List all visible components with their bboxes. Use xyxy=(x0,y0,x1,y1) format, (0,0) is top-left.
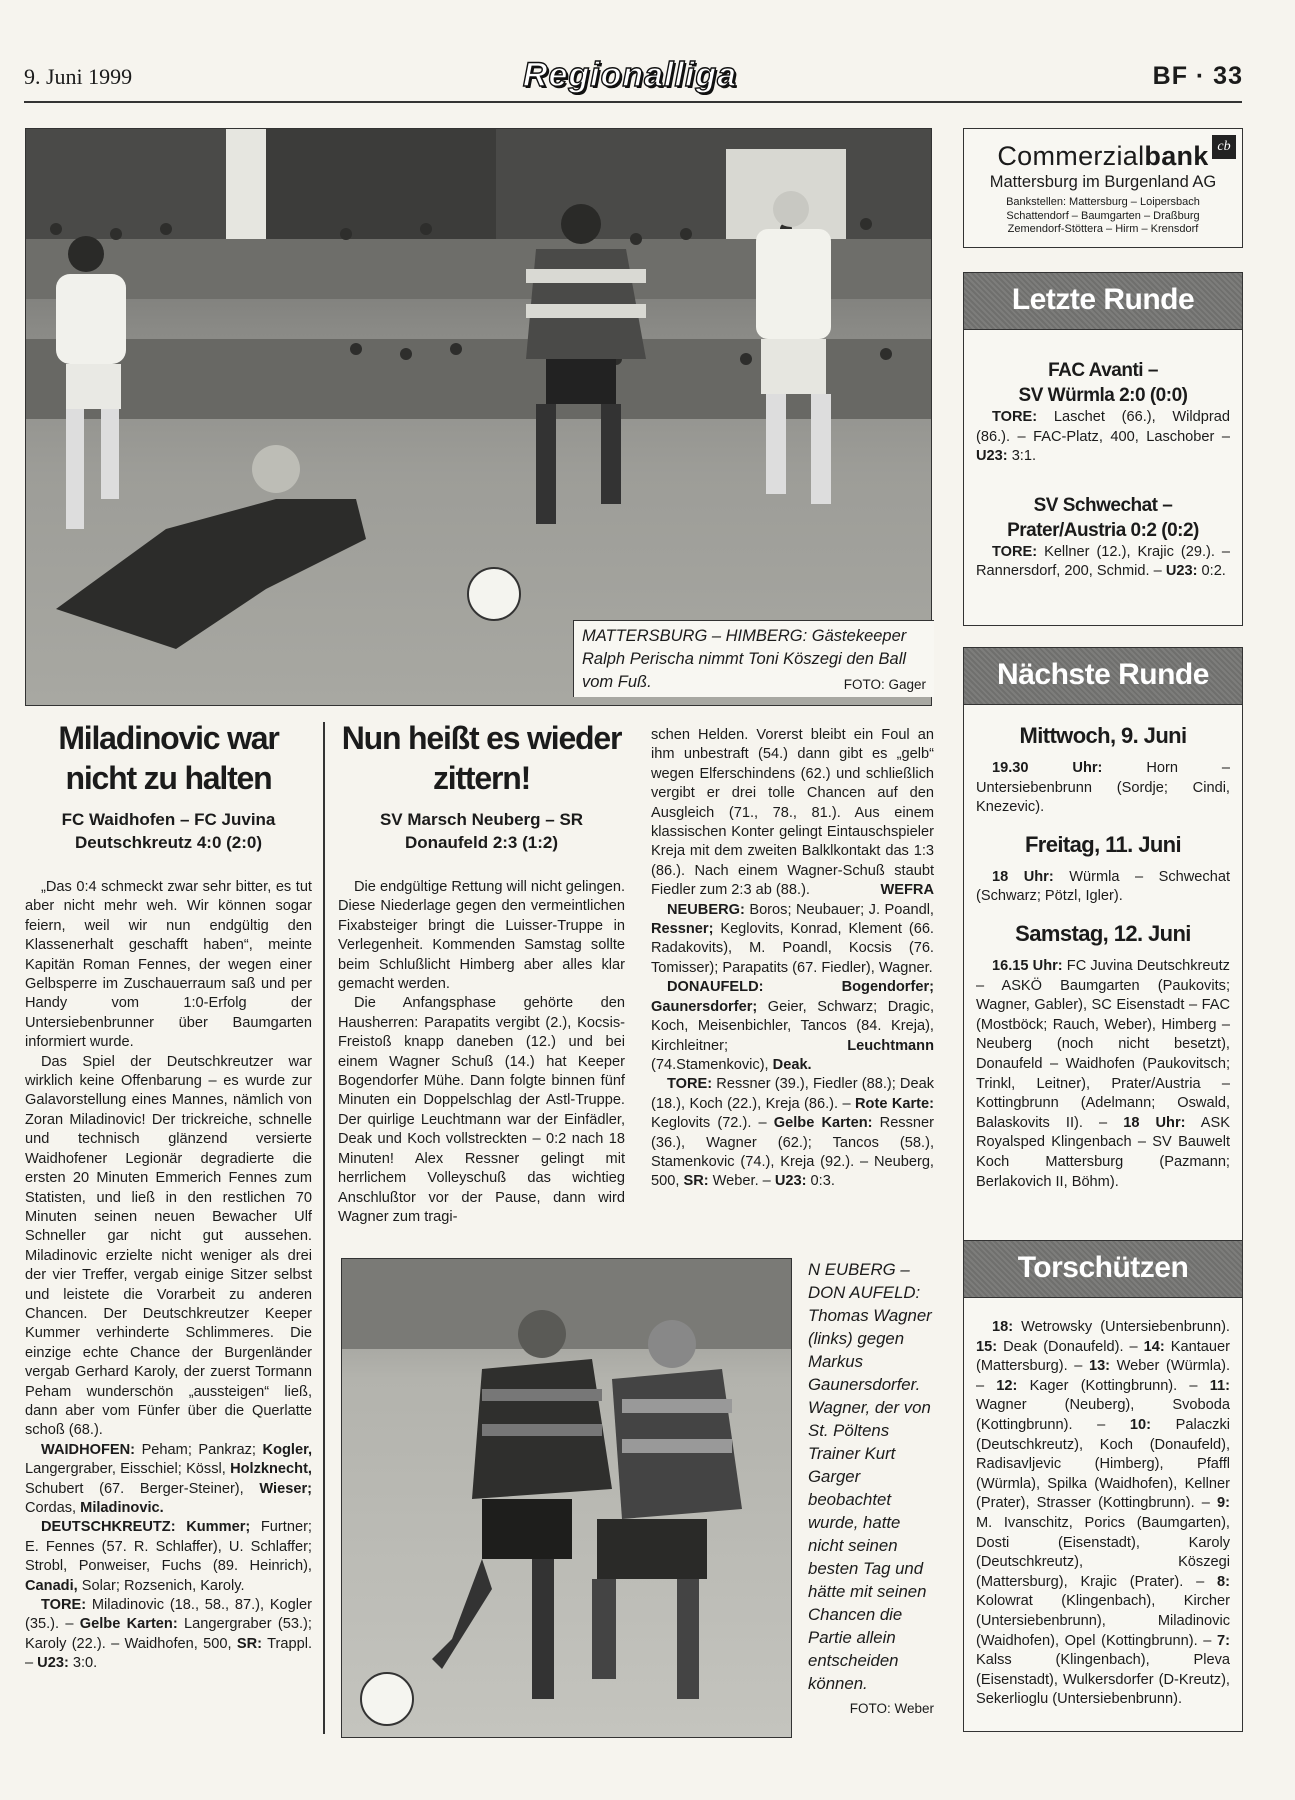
photo-caption xyxy=(808,1258,934,1720)
bold-text-run: 16.15 Uhr: xyxy=(992,957,1063,974)
match-score: Prater/Austria 0:2 (0:2) xyxy=(1007,519,1199,541)
text-run: Die endgültige Rettung will nicht gelingen. Diese Niederlage gegen den vermeintlichen Fixabsteiger bringt die Luisser-Truppe in Verlegenheit. Kommenden Samstag sollte beim Schlußlicht Himberg aber alles klar gemacht werden. xyxy=(338,879,625,993)
text-run: Solar; Rozsenich, Karoly. xyxy=(77,1577,245,1594)
caption-text: N EUBERG – DON AUFELD: Thomas Wagner (links) gegen Markus Gaunersdorfer. Wagner, der von St. Pöltens Trainer Kurt Garger beobachtet wurde, hatte nicht seinen besten Tag und hätte mit seinen Chancen die Partie allein entscheiden können. xyxy=(808,1260,932,1693)
photo-credit: FOTO: Gager xyxy=(843,677,926,692)
text-run: Palaczki (Deutschkreutz), Koch (Donaufeld), Radisavljevic (Himberg), Pfaffl (Würmla), Spilka (Waidhofen), Kellner (Prater), Strasser (Kottingbrunn). – xyxy=(976,1416,1230,1512)
bold-text-run: 15: xyxy=(976,1338,998,1355)
bold-text-run: 14: xyxy=(1143,1338,1165,1355)
match-teams: FAC Avanti – xyxy=(1048,360,1158,381)
text-run: Wetrowsky (Untersiebenbrunn). xyxy=(1013,1319,1230,1335)
fixture-details xyxy=(976,957,1230,1192)
match-photo-neuberg-donaufeld xyxy=(341,1258,792,1738)
fixture-day: Samstag, 12. Juni xyxy=(1015,920,1191,946)
text-run: Langergraber, Eisschiel; Kössl, xyxy=(25,1461,231,1478)
bank-name-bold: bank xyxy=(1144,141,1209,171)
text-run: 0:2. xyxy=(1197,563,1226,580)
bank-logo: cb xyxy=(1212,135,1236,159)
bold-text-run: U23: xyxy=(774,1173,807,1190)
paragraph xyxy=(338,878,625,994)
box-title: Nächste Runde xyxy=(964,648,1242,705)
bold-text-run: Kogler, xyxy=(262,1441,312,1458)
match-details xyxy=(976,543,1230,582)
bold-text-run: 8: xyxy=(1217,1573,1230,1590)
article-neuberg-donaufeld xyxy=(338,718,625,1227)
lineup-donaufeld xyxy=(651,978,934,1075)
page-number: BF · 33 xyxy=(1152,62,1243,90)
text-run: 3:0. xyxy=(68,1655,98,1672)
fixture-day: Freitag, 11. Juni xyxy=(1024,831,1182,857)
branch-line: Bankstellen: Mattersburg – Loipersbach xyxy=(1006,196,1200,208)
bold-text-run: TORE: xyxy=(41,1597,87,1614)
match-score: SV Würmla 2:0 (0:0) xyxy=(1018,385,1188,406)
text-run: Ressner (39.), Fiedler (88.); Deak (18.), Koch (22.), Kreja (86.). – xyxy=(651,1076,934,1112)
article-headline: Miladinovic war nicht zu halten xyxy=(58,720,279,796)
lineup-waidhofen xyxy=(25,1441,312,1519)
article-waidhofen-deutschkreutz xyxy=(25,718,312,1674)
branch-line: Schattendorf – Baumgarten – Draßburg xyxy=(1006,209,1200,222)
text-run: Weber. – xyxy=(708,1173,775,1190)
photo-credit: FOTO: Weber xyxy=(849,1701,934,1716)
bold-text-run: Canadi, xyxy=(25,1577,78,1594)
text-run: Laschet (66.), Wildprad (86.). – FAC-Platz, 400, Laschober – xyxy=(976,409,1230,445)
text-run: Horn – Untersiebenbrunn (Sordje; Cindi, Knezevic). xyxy=(976,760,1230,816)
bold-text-run: TORE: xyxy=(992,409,1038,425)
text-run: schen Helden. Vorerst bleibt ein Foul an ihm unbestraft (54.) dann gibt es „gelb“ wegen Elferschindens (62.) und schließlich vergibt er drei tolle Chancen auf den Ausgleich (71., 78., 81.). Aus einem klassischen Konter gelingt Eintauschspieler Kreja mit dem zweiten Balklkontakt das 1:3 (86.). Nach einem Wagner-Schuß staubt Fiedler zum 2:3 ab (88.). xyxy=(651,727,934,899)
lineup-deutschkreutz xyxy=(25,1518,312,1596)
text-run: Wagner (Neuberg), Svoboda (Kottingbrunn). – xyxy=(976,1397,1230,1433)
text-run: 0:3. xyxy=(806,1173,835,1190)
text-run: Kantauer (Mattersburg). – xyxy=(976,1338,1230,1375)
paragraph xyxy=(338,994,625,1227)
text-run: Kager (Kottingbrunn). – xyxy=(1017,1377,1210,1394)
text-run: Ressner (36.), Wagner (62.); Tancos (58.), Stamenkovic (74.), Kreja (92.). – Neuberg, 500, xyxy=(651,1115,934,1190)
bold-text-run: Miladinovic. xyxy=(80,1500,164,1516)
text-run: 3:1. xyxy=(1007,448,1037,465)
result-item xyxy=(964,493,1242,582)
text-run: Keglovits, Konrad, Klement (66. Radakovits), M. Poandl, Kocsis (76. Tomisser); Parapatits (67. Fiedler), Wagner. xyxy=(651,921,934,976)
bold-text-run: Holzknecht, xyxy=(230,1461,312,1478)
text-run: ASK Royalsped Klingenbach – SV Bauwelt Koch Mattersburg (Pazmann; Berlakovich II, Böhm). xyxy=(976,1114,1230,1190)
match-result: SV Marsch Neuberg – SR Donaufeld 2:3 (1:2) xyxy=(379,810,584,852)
bold-text-run: Wieser; xyxy=(259,1480,312,1497)
bold-text-run: DONAUFELD: Bogendorfer; Gaunersdorfer; xyxy=(651,979,934,1015)
bold-text-run: 11: xyxy=(1209,1377,1230,1394)
text-run: Deak (Donaufeld). – xyxy=(997,1338,1144,1355)
text-run: Furtner; E. Fennes (57. R. Schlaffer), U. Schlaffer; Strobl, Ponweiser, Fuchs (89. Heinrich), xyxy=(25,1519,312,1575)
bold-text-run: 9: xyxy=(1217,1495,1230,1512)
text-run: Peham; Pankraz; xyxy=(135,1441,263,1458)
bank-branches xyxy=(964,196,1242,237)
bold-text-run: TORE: xyxy=(992,543,1038,560)
match-teams: SV Schwechat – xyxy=(1033,494,1173,516)
article-continuation xyxy=(651,726,934,1192)
text-run: Schubert (67. Berger-Steiner), xyxy=(25,1480,260,1497)
text-run: Miladinovic (18., 58., 87.), Kogler (35.). – xyxy=(25,1597,312,1633)
bold-text-run: 18 Uhr: xyxy=(1123,1114,1186,1131)
author-byline: WEFRA xyxy=(880,882,934,899)
bold-text-run: DEUTSCHKREUTZ: Kummer; xyxy=(41,1519,251,1536)
bold-text-run: SR: xyxy=(236,1635,263,1652)
text-run: Kalss (Klingenbach), Pleva (Eisenstadt), Wulkersdorfer (D-Kreutz), Sekerlioglu (Untersiebenbrunn). xyxy=(976,1652,1230,1708)
text-run: „Das 0:4 schmeckt zwar sehr bitter, es tut aber nicht mehr weh. Wir können sogar feiern, weil wir nun endgültig den Klassenerhalt geschafft haben“, meinte Kapitän Roman Fennes, der wegen einer Gelbsperre im Zuschauerraum saß und per Handy vom 1:0-Erfolg der Untersiebenbrunner über Baumgarten informiert wurde. xyxy=(25,879,312,1051)
text-run: FC Juvina Deutschkreutz – ASKÖ Baumgarten (Paukovits; Wagner, Gabler), SC Eisenstadt – FAC (Mostböck; Rauch, Weber), Himberg – Neuberg (noch nicht besetzt), Donaufeld – Waidhofen (Paukovitsch; Trinkl, Leitner), Prater/Austria – Kottingbrunn (Adelmann; Oswald, Balaskovits II). – xyxy=(976,957,1230,1131)
bold-text-run: SR: xyxy=(683,1173,709,1190)
section-title: Regionalliga xyxy=(522,56,738,94)
bold-text-run: 7: xyxy=(1217,1632,1230,1649)
lineup-neuberg xyxy=(651,901,934,979)
bold-text-run: Leuchtmann xyxy=(847,1037,934,1054)
bank-name-regular: Commerzial xyxy=(997,141,1145,171)
bold-text-run: TORE: xyxy=(667,1076,713,1093)
text-run: Das Spiel der Deutschkreutzer war wirklich keine Offenbarung – es wurde zur Galavorstellung eines Mannes, nämlich von Zoran Miladinovic! Der trickreiche, schnelle und technisch glänzend versierte Waidhofener Legionär degradierte die ersten 20 Minuten Emmerich Fennes zum Statisten, und ließ in den restlichen 70 Minuten seinen neuen Bewacher Ulf Schneller gar nicht gut aussehen. Miladinovic erzielte nicht weniger als drei der vier Treffer, vergab einige Sitzer selbst und leistete die Vorarbeit zu anderen Chancen. Der Deutschkreutzer Keeper Kummer verhinderte Schlimmeres. Die einzige echte Chance der Burgenländer vergab Gerhard Karoly, der zuerst Tormann Peham wunderschön „aussteigen“ ließ, dann aber vom Fünfer über die Querlatte schoß (68.). xyxy=(25,1053,312,1439)
branch-line: Zemendorf-Stöttera – Hirm – Krensdorf xyxy=(1007,223,1199,235)
bank-subtitle: Mattersburg im Burgenland AG xyxy=(989,173,1217,191)
header-rule xyxy=(24,101,1242,103)
text-run: Würmla – Schwechat (Schwarz; Pötzl, Igler). xyxy=(976,868,1231,905)
match-stats xyxy=(25,1596,312,1674)
fixture-day: Mittwoch, 9. Juni xyxy=(1019,723,1187,748)
article-headline: Nun heißt es wieder zittern! xyxy=(341,720,622,796)
paragraph xyxy=(25,878,312,1053)
bold-text-run: 10: xyxy=(1129,1416,1152,1433)
bold-text-run: Ressner; xyxy=(651,921,714,938)
box-title: Letzte Runde xyxy=(964,273,1242,330)
text-run: Cordas, xyxy=(25,1500,81,1516)
bold-text-run: U23: xyxy=(976,448,1008,465)
paragraph xyxy=(25,1053,312,1441)
text-run: Trappl. – xyxy=(25,1635,312,1672)
next-round-box xyxy=(963,647,1243,1245)
text-run: Geier, Schwarz; Dragic, Koch, Meisenbichler, Tancos (84. Kreja), Kirchleitner; xyxy=(651,998,934,1054)
bold-text-run: 18 Uhr: xyxy=(992,868,1054,885)
text-run: Langergraber (53.); Karoly (22.). – Waidhofen, 500, xyxy=(25,1616,312,1652)
issue-date: 9. Juni 1999 xyxy=(24,64,133,89)
text-run: Boros; Neubauer; J. Poandl, xyxy=(744,901,934,918)
top-scorers-box xyxy=(963,1240,1243,1732)
bold-text-run: Gelbe Karten: xyxy=(773,1115,873,1132)
bold-text-run: Gelbe Karten: xyxy=(79,1616,178,1633)
match-details xyxy=(976,408,1230,467)
text-run: Keglovits (72.). – xyxy=(651,1115,774,1132)
paragraph xyxy=(651,726,934,901)
bold-text-run: NEUBERG: xyxy=(667,901,745,918)
bank-name xyxy=(964,141,1242,172)
result-item xyxy=(964,358,1242,467)
bold-text-run: 18: xyxy=(992,1319,1014,1335)
fixture-details xyxy=(976,759,1230,818)
text-run: M. Ivanschitz, Porics (Baumgarten), Dosti (Eisenstadt), Karoly (Deutschkreutz), Köszegi (Mattersburg), Krajic (Prater). – xyxy=(976,1514,1230,1590)
photo-caption xyxy=(573,620,934,697)
text-run: Weber (Würmla). – xyxy=(976,1358,1230,1394)
article-body xyxy=(25,878,312,1674)
bold-text-run: U23: xyxy=(1165,563,1198,580)
text-run: Kellner (12.), Krajic (29.). – Rannersdorf, 200, Schmid. – xyxy=(976,543,1230,580)
last-round-box xyxy=(963,272,1243,626)
column-rule xyxy=(323,722,325,1734)
commerzialbank-ad xyxy=(963,128,1243,248)
text-run: (74.Stamenkovic), xyxy=(651,1056,773,1073)
bold-text-run: 19.30 Uhr: xyxy=(992,760,1103,776)
text-run: Kolowrat (Klingenbach), Kircher (Untersiebenbrunn), Miladinovic (Waidhofen), Opel (Kottingbrunn). – xyxy=(976,1593,1230,1649)
match-stats xyxy=(651,1075,934,1191)
match-result: FC Waidhofen – FC Juvina Deutschkreutz 4:0 (2:0) xyxy=(61,810,276,852)
bold-text-run: Deak. xyxy=(772,1056,812,1073)
bold-text-run: 13: xyxy=(1088,1358,1111,1375)
fixture-details xyxy=(976,868,1230,907)
box-title: Torschützen xyxy=(964,1241,1242,1298)
bold-text-run: Rote Karte: xyxy=(855,1095,934,1112)
scorer-list xyxy=(976,1318,1230,1710)
bold-text-run: WAIDHOFEN: xyxy=(41,1441,136,1458)
caption-text: MATTERSBURG – HIMBERG: Gästekeeper Ralph Perischa nimmt Toni Köszegi den Ball vom Fuß. xyxy=(582,627,907,691)
text-run: Die Anfangsphase gehörte den Hausherren: Parapatits vergibt (2.), Kocsis-Freistoß knapp daneben (12.) und bei einem Wagner Schuß (14.) hat Keeper Bogendorfer Mühe. Dann folgte binnen fünf Minuten ein Doppelschlag der Astl-Truppe. Der quirlige Leuchtmann war der Einfädler, Deak und Koch vollstreckten – 0:2 nach 18 Minuten! Alex Ressner gelingt mit herrlichem Volleyschuß das wichtieg Anschlußtor vor der Pause, dann wird Wagner zum tragi- xyxy=(338,995,625,1225)
bold-text-run: 12: xyxy=(996,1377,1018,1394)
bold-text-run: U23: xyxy=(37,1655,69,1672)
